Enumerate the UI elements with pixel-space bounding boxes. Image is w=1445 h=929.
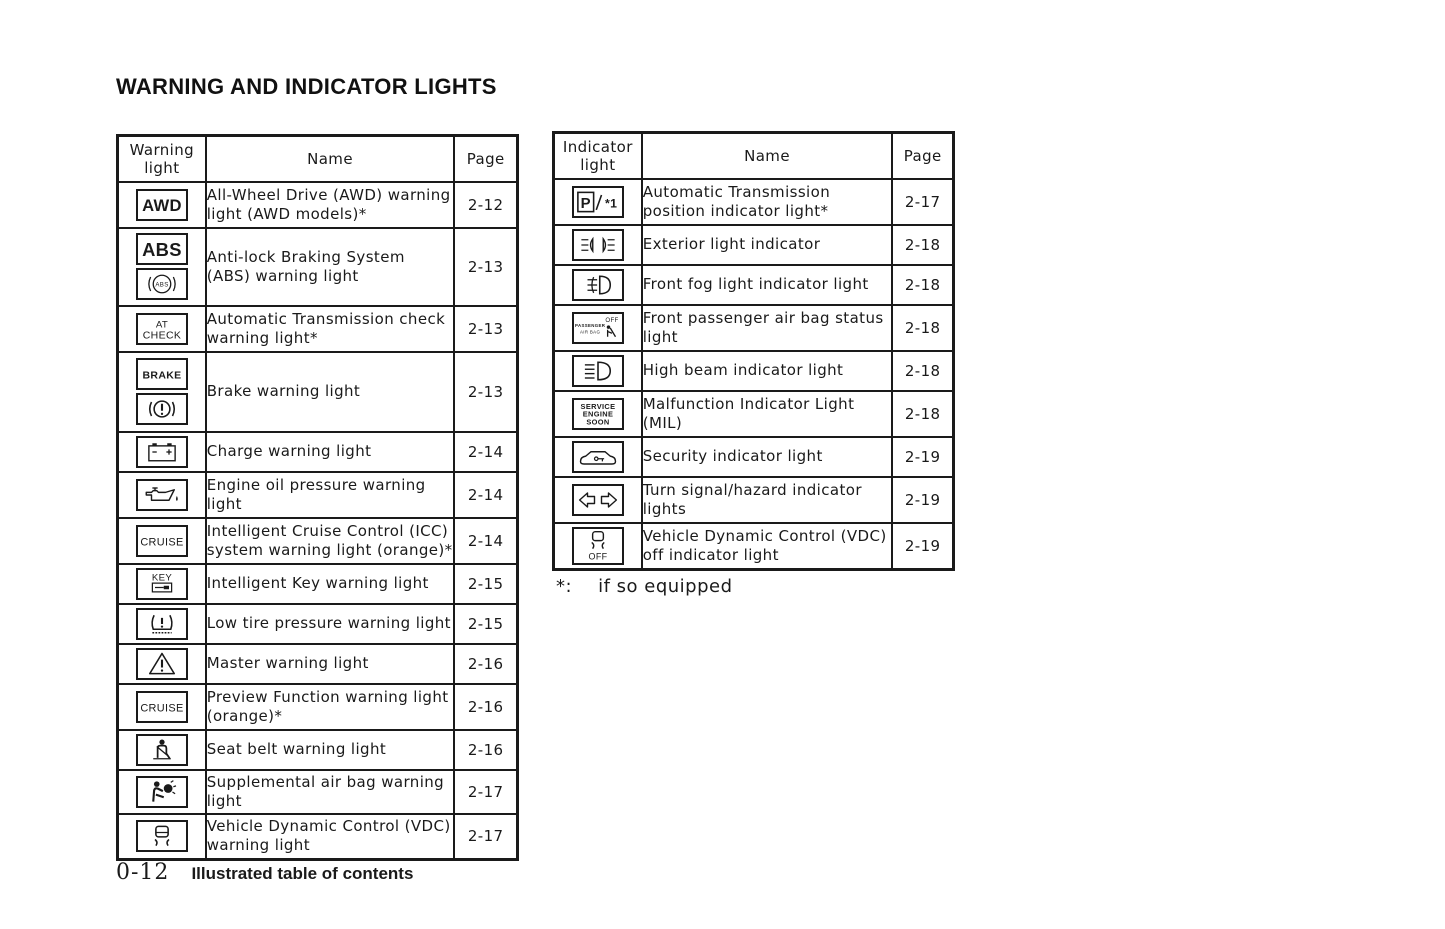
brake-circle-icon: [136, 393, 188, 425]
security-car-icon: [572, 441, 624, 473]
row-name: Automatic Transmission check warning light*: [206, 306, 455, 352]
passenger-airbag-text-3: AIR BAG: [579, 328, 601, 334]
tire-pressure-icon: [136, 608, 188, 640]
page-heading: WARNING AND INDICATOR LIGHTS: [116, 74, 497, 99]
row-page: 2-17: [454, 770, 517, 814]
header-name: Name: [206, 136, 455, 182]
vdc-warning-icon: [136, 820, 188, 852]
table-row: [554, 305, 954, 351]
awd-icon-text: AWD: [141, 195, 182, 215]
row-page: 2-14: [454, 518, 517, 564]
airbag-icon: [136, 776, 188, 808]
at-position-note: *1: [604, 195, 618, 210]
table-row: [118, 730, 518, 770]
row-page: 2-18: [892, 305, 953, 351]
footnote-mark: *:: [556, 576, 573, 597]
turn-signal-icon: [572, 484, 624, 516]
key-icon: [136, 568, 188, 600]
row-name: Malfunction Indicator Light (MIL): [642, 391, 893, 437]
header-page: Page: [454, 136, 517, 182]
table-row: [554, 179, 954, 225]
row-page: 2-18: [892, 391, 953, 437]
at-position-text: P: [580, 195, 591, 212]
brake-icon-text: BRAKE: [142, 369, 182, 382]
row-page: 2-17: [892, 179, 953, 225]
table-row: [118, 182, 518, 228]
header-page: Page: [892, 133, 953, 179]
table-row: [118, 644, 518, 684]
service-engine-soon-icon: [572, 398, 624, 430]
row-name: Seat belt warning light: [206, 730, 455, 770]
table-row: [554, 265, 954, 305]
warning-lights-table: [116, 134, 519, 861]
table-row: [118, 352, 518, 432]
row-name: Preview Function warning light (orange)*: [206, 684, 455, 730]
table-row: [118, 432, 518, 472]
at-position-icon: [572, 186, 624, 218]
passenger-airbag-off-text: OFF: [605, 316, 619, 324]
row-name: Vehicle Dynamic Control (VDC) off indicator light: [642, 523, 893, 570]
abs-circle-text: ABS: [155, 281, 169, 289]
table-row: [554, 351, 954, 391]
footnote: [556, 576, 733, 597]
header-warning-light: Warning light: [118, 136, 206, 182]
row-page: 2-13: [454, 306, 517, 352]
footnote-text: if so equipped: [598, 576, 733, 597]
table-row: [554, 523, 954, 570]
soon-text: SOON: [586, 417, 610, 426]
row-page: 2-17: [454, 814, 517, 860]
table-row: [118, 518, 518, 564]
battery-icon: [136, 436, 188, 468]
row-page: 2-13: [454, 228, 517, 306]
awd-warning-icon: [136, 189, 188, 221]
high-beam-icon: [572, 355, 624, 387]
passenger-airbag-icon: [572, 312, 624, 344]
warning-table-header-row: [118, 136, 518, 182]
key-icon-text: KEY: [151, 572, 172, 583]
cruise-preview-icon: [136, 691, 188, 723]
table-row: [118, 604, 518, 644]
row-name: All-Wheel Drive (AWD) warning light (AWD models)*: [206, 182, 455, 228]
exterior-light-icon: [572, 229, 624, 261]
abs-circle-icon: [136, 268, 188, 300]
row-page: 2-18: [892, 225, 953, 265]
table-row: [118, 472, 518, 518]
table-row: [118, 306, 518, 352]
service-text: SERVICE: [580, 401, 616, 411]
cruise-icon-text: CRUISE: [140, 535, 184, 548]
row-page: 2-16: [454, 730, 517, 770]
passenger-airbag-text: PASSENGER: [574, 322, 606, 328]
engine-text: ENGINE: [582, 409, 614, 419]
indicator-table-header-row: [554, 133, 954, 179]
table-row: [554, 391, 954, 437]
row-name: Supplemental air bag warning light: [206, 770, 455, 814]
at-icon-text: AT: [155, 318, 168, 330]
master-warning-icon: [136, 648, 188, 680]
row-name: Brake warning light: [206, 352, 455, 432]
row-page: 2-14: [454, 432, 517, 472]
vdc-off-icon: [572, 527, 624, 565]
table-row: [554, 477, 954, 523]
row-name: Automatic Transmission position indicator light*: [642, 179, 893, 225]
vdc-off-text: OFF: [588, 550, 608, 561]
row-page: 2-15: [454, 564, 517, 604]
row-page: 2-14: [454, 472, 517, 518]
abs-warning-icon: [136, 233, 188, 265]
page-number: 0-12: [116, 860, 170, 885]
indicator-lights-table: [552, 131, 955, 571]
table-row: [118, 228, 518, 306]
row-page: 2-18: [892, 265, 953, 305]
table-row: [118, 684, 518, 730]
check-icon-text: CHECK: [142, 329, 182, 342]
at-check-icon: [136, 313, 188, 345]
row-name: Front fog light indicator light: [642, 265, 893, 305]
row-name: High beam indicator light: [642, 351, 893, 391]
row-page: 2-18: [892, 351, 953, 391]
seat-belt-icon: [136, 734, 188, 766]
header-indicator-light: Indicator light: [554, 133, 642, 179]
row-page: 2-15: [454, 604, 517, 644]
fog-light-icon: [572, 269, 624, 301]
row-name: Low tire pressure warning light: [206, 604, 455, 644]
row-name: Vehicle Dynamic Control (VDC) warning light: [206, 814, 455, 860]
table-row: [554, 437, 954, 477]
cruise-preview-icon-text: CRUISE: [140, 701, 184, 714]
row-name: Anti-lock Braking System (ABS) warning light: [206, 228, 455, 306]
row-page: 2-19: [892, 477, 953, 523]
row-page: 2-16: [454, 644, 517, 684]
row-page: 2-12: [454, 182, 517, 228]
row-name: Charge warning light: [206, 432, 455, 472]
abs-icon-text: ABS: [141, 239, 182, 260]
page-footer: [116, 860, 413, 885]
row-name: Front passenger air bag status light: [642, 305, 893, 351]
row-name: Security indicator light: [642, 437, 893, 477]
row-name: Engine oil pressure warning light: [206, 472, 455, 518]
table-row: [118, 770, 518, 814]
header-name: Name: [642, 133, 893, 179]
row-name: Intelligent Key warning light: [206, 564, 455, 604]
row-page: 2-13: [454, 352, 517, 432]
row-page: 2-19: [892, 437, 953, 477]
row-name: Exterior light indicator: [642, 225, 893, 265]
row-name: Master warning light: [206, 644, 455, 684]
row-page: 2-16: [454, 684, 517, 730]
oil-can-icon: [136, 479, 188, 511]
row-name: Turn signal/hazard indicator lights: [642, 477, 893, 523]
row-name: Intelligent Cruise Control (ICC) system warning light (orange)*: [206, 518, 455, 564]
table-row: [118, 564, 518, 604]
table-row: [554, 225, 954, 265]
row-page: 2-19: [892, 523, 953, 570]
section-title: Illustrated table of contents: [191, 864, 414, 883]
brake-text-icon: [136, 358, 188, 390]
cruise-icon: [136, 525, 188, 557]
table-row: [118, 814, 518, 860]
